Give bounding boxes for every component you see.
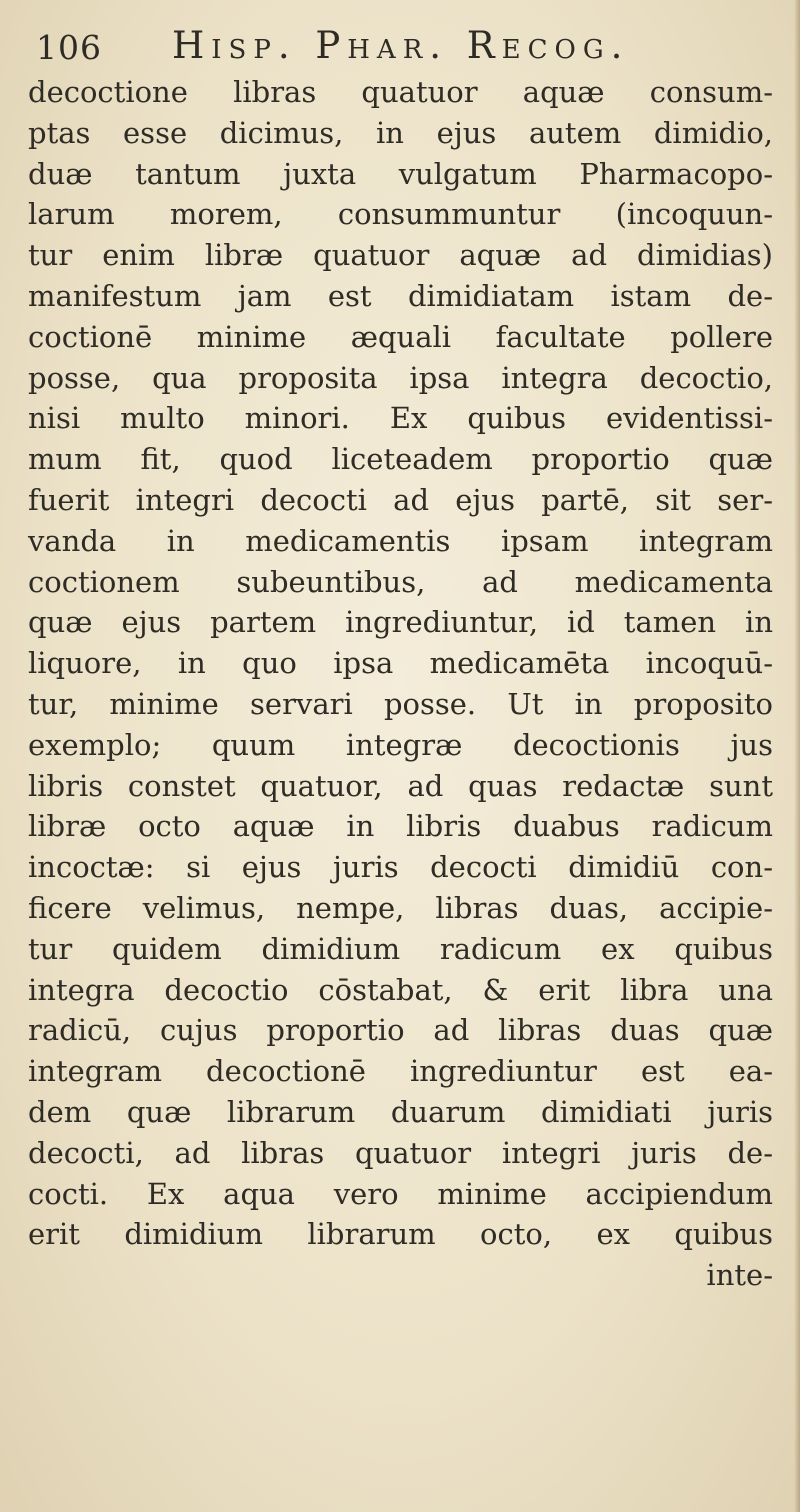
running-head: Hisp. Phar. Recog. — [172, 24, 630, 67]
text-line: integra decoctio cōstabat, & erit libra una — [28, 972, 773, 1007]
page-number: 106 — [36, 28, 102, 67]
text-line: ptas esse dicimus, in ejus autem dimidio, — [28, 115, 773, 150]
text-line: tur, minime servari posse. Ut in proposito — [28, 686, 773, 721]
page-edge-shadow — [794, 0, 800, 1512]
text-line: posse, qua proposita ipsa integra decoctio, — [28, 360, 773, 395]
text-line: erit dimidium librarum octo, ex quibus — [28, 1217, 773, 1252]
text-line: fuerit integri decocti ad ejus partē, sit ser- — [28, 482, 773, 517]
text-line: larum morem, consummuntur (incoquun- — [28, 197, 773, 232]
catchword: inte- — [706, 1258, 773, 1293]
text-line: liquore, in quo ipsa medicamēta incoquū- — [28, 646, 773, 681]
text-line: dem quæ librarum duarum dimidiati juris — [28, 1094, 773, 1129]
text-line: coctionem subeuntibus, ad medicamenta — [28, 564, 773, 599]
text-line: tur quidem dimidium radicum ex quibus — [28, 931, 773, 966]
text-line: radicū, cujus proportio ad libras duas quæ — [28, 1013, 773, 1048]
text-line: libris constet quatuor, ad quas redactæ sunt — [28, 768, 773, 803]
text-line: ficere velimus, nempe, libras duas, accipie- — [28, 890, 773, 925]
text-line: quæ ejus partem ingrediuntur, id tamen in — [28, 605, 773, 640]
text-line: tur enim libræ quatuor aquæ ad dimidias) — [28, 238, 773, 273]
page-header — [36, 22, 776, 70]
text-line: incoctæ: si ejus juris decocti dimidiū con- — [28, 850, 773, 885]
text-line: duæ tantum juxta vulgatum Pharmacopo- — [28, 156, 773, 191]
text-line: libræ octo aquæ in libris duabus radicum — [28, 809, 773, 844]
text-line: exemplo; quum integræ decoctionis jus — [28, 727, 773, 762]
text-line: vanda in medicamentis ipsam integram — [28, 523, 773, 558]
text-line: manifestum jam est dimidiatam istam de- — [28, 278, 773, 313]
text-line: cocti. Ex aqua vero minime accipiendum — [28, 1176, 773, 1211]
body-text — [28, 72, 773, 1296]
text-line: nisi multo minori. Ex quibus evidentissi- — [28, 401, 773, 436]
text-line: coctionē minime æquali facultate pollere — [28, 319, 773, 354]
text-line: decoctione libras quatuor aquæ consum- — [28, 75, 773, 109]
text-line: decocti, ad libras quatuor integri juris de- — [28, 1135, 773, 1170]
text-line: mum fit, quod liceteadem proportio quæ — [28, 442, 773, 477]
text-line: integram decoctionē ingrediuntur est ea- — [28, 1054, 773, 1089]
